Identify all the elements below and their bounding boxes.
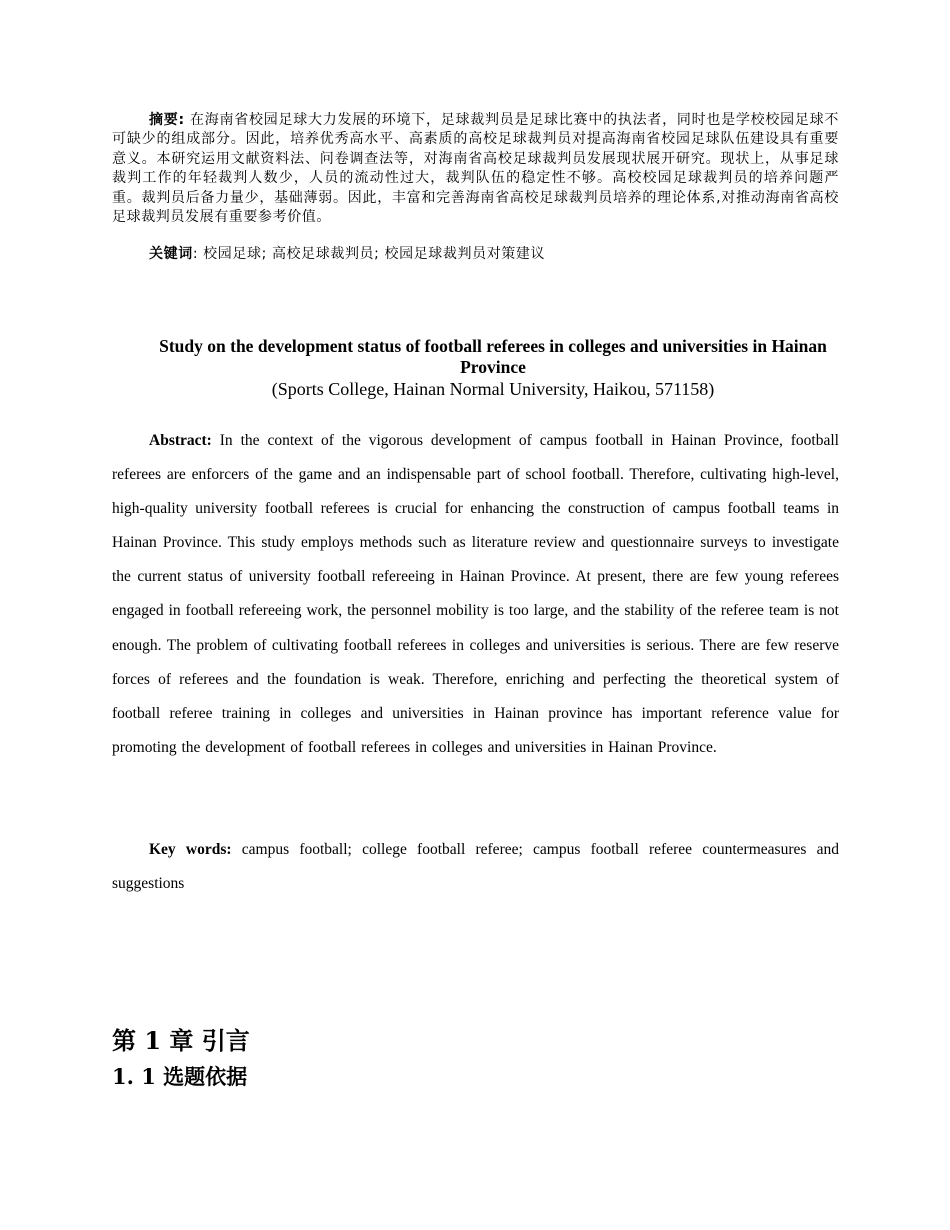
chinese-keywords-text: : 校园足球; 高校足球裁判员; 校园足球裁判员对策建议 [192,246,546,262]
english-affiliation: (Sports College, Hainan Normal University, Haikou, 571158) [271,379,715,399]
section-heading: 1. 1 选题依据 [112,1064,248,1089]
english-abstract [112,424,839,765]
english-title: Study on the development status of football referees in colleges and universities in Hainan Province [159,336,827,377]
chinese-keywords [112,244,839,264]
chinese-abstract-text: 在海南省校园足球大力发展的环境下，足球裁判员是足球比赛中的执法者，同时也是学校校园足球不可缺少的组成部分。因此，培养优秀高水平、高素质的高校足球裁判员对提高海南省校园足球队伍建设具有重要意义。本研究运用文献资料法、问卷调查法等，对海南省高校足球裁判员发展现状展开研究。现状上，从事足球裁判工作的年轻裁判人数少，人员的流动性过大，裁判队伍的稳定性不够。高校校园足球裁判员的培养问题严重。裁判员后备力量少，基础薄弱。因此，丰富和完善海南省高校足球裁判员培养的理论体系,对推动海南省高校足球裁判员发展有重要参考价值。 [112,112,839,226]
chinese-abstract-label: 摘要: [149,112,185,128]
chapter-heading: 第 1 章 引言 [112,1026,250,1055]
english-keywords-text: campus football; college football referee; campus football referee countermeasures and suggestions [112,841,839,892]
chinese-abstract [112,111,839,227]
english-abstract-label: Abstract: [149,432,212,449]
chinese-keywords-label: 关键词 [149,246,193,262]
english-keywords [112,833,839,901]
english-abstract-text: In the context of the vigorous development of campus football in Hainan Province, football referees are enforcers of the game and an indispensable part of school football. Therefore, cultivating high-level, high-quality university football referees is crucial for enhancing the construction of campus football teams in Hainan Province. This study employs methods such as literature review and questionnaire surveys to investigate the current status of university football refereeing in Hainan Province. At present, there are few young referees engaged in football refereeing work, the personnel mobility is too large, and the stability of the referee team is not enough. The problem of cultivating football referees in colleges and universities is serious. There are few reserve forces of referees and the foundation is weak. Therefore, enriching and perfecting the theoretical system of football referee training in colleges and universities in Hainan province has important reference value for promoting the development of football referees in colleges and universities in Hainan Province. [112,432,839,756]
english-keywords-label: Key words: [149,841,232,858]
